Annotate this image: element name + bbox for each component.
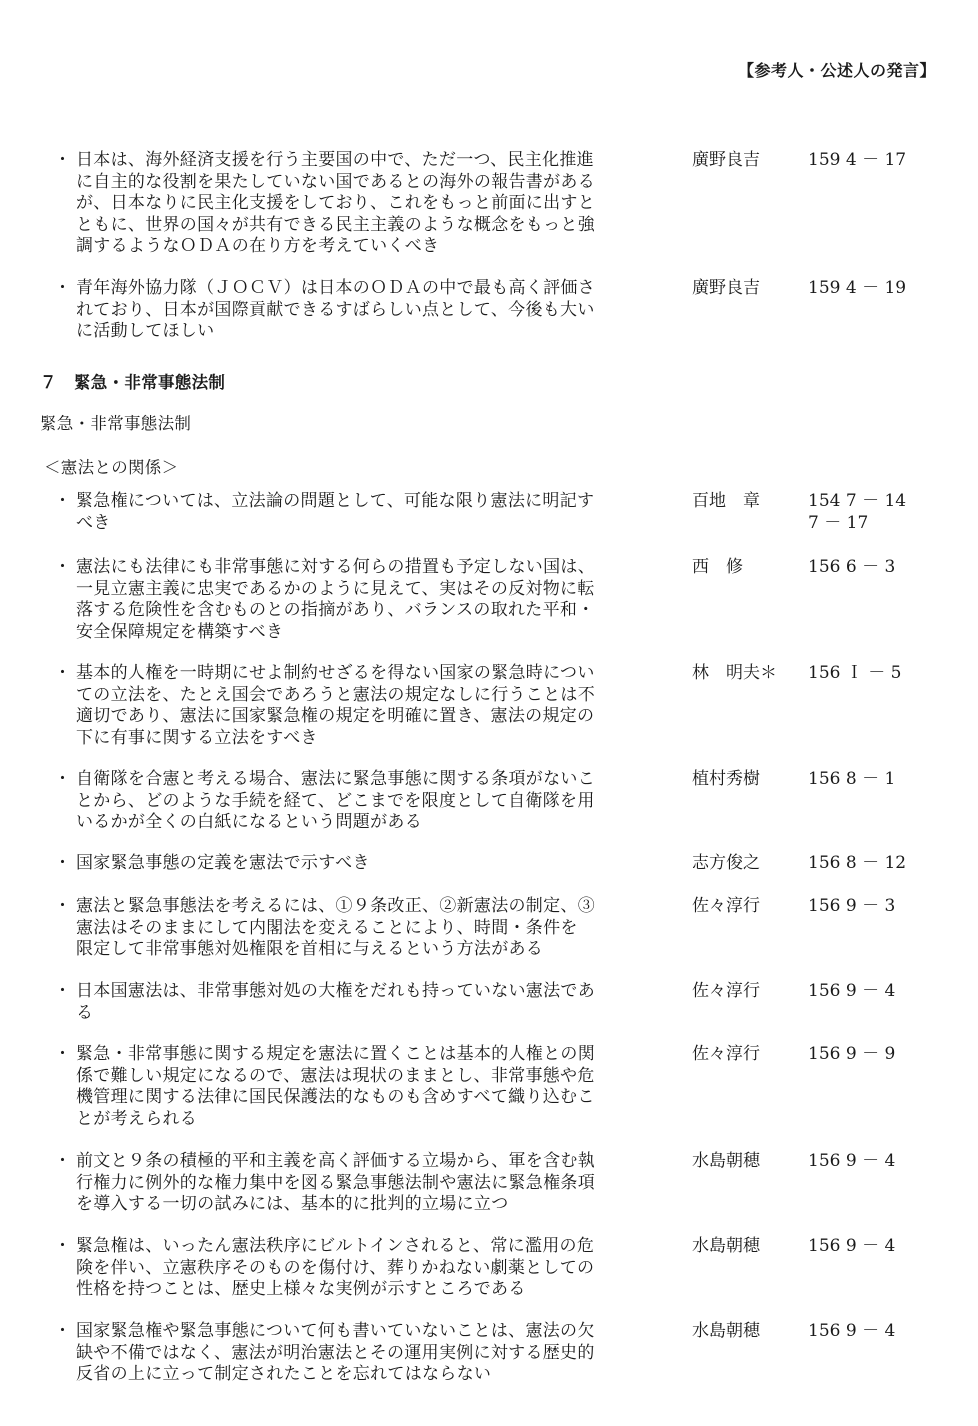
entry-reference: 156 9 － 3 (808, 896, 896, 916)
section-heading (40, 369, 225, 393)
entry-speaker: 林 明夫＊ (692, 663, 777, 683)
entry-speaker: 水島朝穂 (692, 1321, 760, 1341)
bullet: ・ (54, 1044, 71, 1064)
entry-speaker: 廣野良吉 (692, 150, 760, 170)
entry-reference: 156 9 － 9 (808, 1044, 896, 1064)
entry-reference: 156 6 － 3 (808, 557, 896, 577)
entry-text: 青年海外協力隊（ＪＯＣＶ）は日本のＯＤＡの中で最も高く評価さ れており、日本が国際貢献できるすばらしい点として、今後も大い に活動してほしい (76, 278, 595, 341)
section-number: ７ (40, 373, 57, 392)
entry-text: 憲法にも法律にも非常事態に対する何らの措置も予定しない国は、 一見立憲主義に忠実であるかのように見えて、実はその反対物に転 落する危険性を含むものとの指摘があり、バランスの取れた平和・ 安全保障規定を構築すべき (76, 557, 595, 642)
entry-text: 自衛隊を合憲と考える場合、憲法に緊急事態に関する条項がないこ とから、どのような手続を経て、どこまでを限度として自衛隊を用 いるかが全くの白紙になるという問題がある (76, 769, 595, 832)
entry-text: 日本は、海外経済支援を行う主要国の中で、ただ一つ、民主化推進 に自主的な役割を果たしていない国であるとの海外の報告書がある が、日本なりに民主化支援をしており、これをもっと前面に出すと ともに、世界の国々が共有できる民主主義のような概念をもっと強 調するようなＯＤＡの在り方を考えていくべき (76, 150, 595, 256)
entry-text: 国家緊急権や緊急事態について何も書いていないことは、憲法の欠 缺や不備ではなく、憲法が明治憲法とその運用実例に対する歴史的 反省の上に立って制定されたことを忘れてはならない (76, 1321, 595, 1384)
entry-text: 前文と９条の積極的平和主義を高く評価する立場から、軍を含む執 行権力に例外的な権力集中を図る緊急事態法制や憲法に緊急権条項 を導入する一切の試みには、基本的に批判的立場に立つ (76, 1151, 595, 1214)
entry-text: 日本国憲法は、非常事態対処の大権をだれも持っていない憲法であ る (76, 981, 595, 1023)
bullet: ・ (54, 1236, 71, 1256)
entry-reference: 156 9 － 4 (808, 1236, 896, 1256)
entry-speaker: 志方俊之 (692, 853, 760, 873)
entry-text: 国家緊急事態の定義を憲法で示すべき (76, 853, 370, 873)
page-header: 【参考人・公述人の発言】 (737, 61, 936, 80)
bullet: ・ (54, 491, 71, 511)
entry-reference: 156 9 － 4 (808, 1151, 896, 1171)
entry-reference: 156 8 － 12 (808, 853, 907, 873)
topic-heading: ＜憲法との関係＞ (44, 458, 179, 477)
subsection-heading: 緊急・非常事態法制 (40, 414, 192, 433)
bullet: ・ (54, 981, 71, 1001)
entry-reference: 156 8 － 1 (808, 769, 896, 789)
bullet: ・ (54, 896, 71, 916)
bullet: ・ (54, 663, 71, 683)
entry-text: 憲法と緊急事態法を考えるには、①９条改正、②新憲法の制定、③ 憲法はそのままにして内閣法を変えることにより、時間・条件を 限定して非常事態対処権限を首相に与えるという方法がある (76, 896, 595, 959)
entry-reference: 156 9 － 4 (808, 981, 896, 1001)
bullet: ・ (54, 150, 71, 170)
entry-speaker: 水島朝穂 (692, 1151, 760, 1171)
entry-speaker: 百地 章 (692, 491, 760, 511)
entry-speaker: 佐々淳行 (692, 981, 760, 1001)
entry-text: 緊急権は、いったん憲法秩序にビルトインされると、常に濫用の危 険を伴い、立憲秩序そのものを傷付け、葬りかねない劇薬としての 性格を持つことは、歴史上様々な実例が示すところである (76, 1236, 595, 1299)
entry-text: 緊急権については、立法論の問題として、可能な限り憲法に明記す べき (76, 491, 595, 533)
bullet: ・ (54, 1321, 71, 1341)
bullet: ・ (54, 769, 71, 789)
entry-speaker: 廣野良吉 (692, 278, 760, 298)
entry-reference: 156 Ｉ － 5 (808, 663, 902, 683)
entry-speaker: 西 修 (692, 557, 743, 577)
bullet: ・ (54, 557, 71, 577)
entry-speaker: 水島朝穂 (692, 1236, 760, 1256)
bullet: ・ (54, 853, 71, 873)
entry-reference: 159 4 － 19 (808, 278, 907, 298)
bullet: ・ (54, 1151, 71, 1171)
bullet: ・ (54, 278, 71, 298)
section-title: 緊急・非常事態法制 (74, 373, 226, 392)
entry-reference: 154 7 － 14 7 － 17 (808, 491, 907, 533)
entry-text: 緊急・非常事態に関する規定を憲法に置くことは基本的人権との関 係で難しい規定になるので、憲法は現状のままとし、非常事態や危 機管理に関する法律に国民保護法的なものも含めすべて織り込むこ とが考えられる (76, 1044, 595, 1129)
entry-reference: 159 4 － 17 (808, 150, 907, 170)
entry-speaker: 佐々淳行 (692, 1044, 760, 1064)
entry-text: 基本的人権を一時期にせよ制約せざるを得ない国家の緊急時につい ての立法を、たとえ国会であろうと憲法の規定なしに行うことは不 適切であり、憲法に国家緊急権の規定を明確に置き、憲法の規定の 下に有事に関する立法をすべき (76, 663, 595, 748)
entry-speaker: 佐々淳行 (692, 896, 760, 916)
entry-speaker: 植村秀樹 (692, 769, 760, 789)
entry-reference: 156 9 － 4 (808, 1321, 896, 1341)
